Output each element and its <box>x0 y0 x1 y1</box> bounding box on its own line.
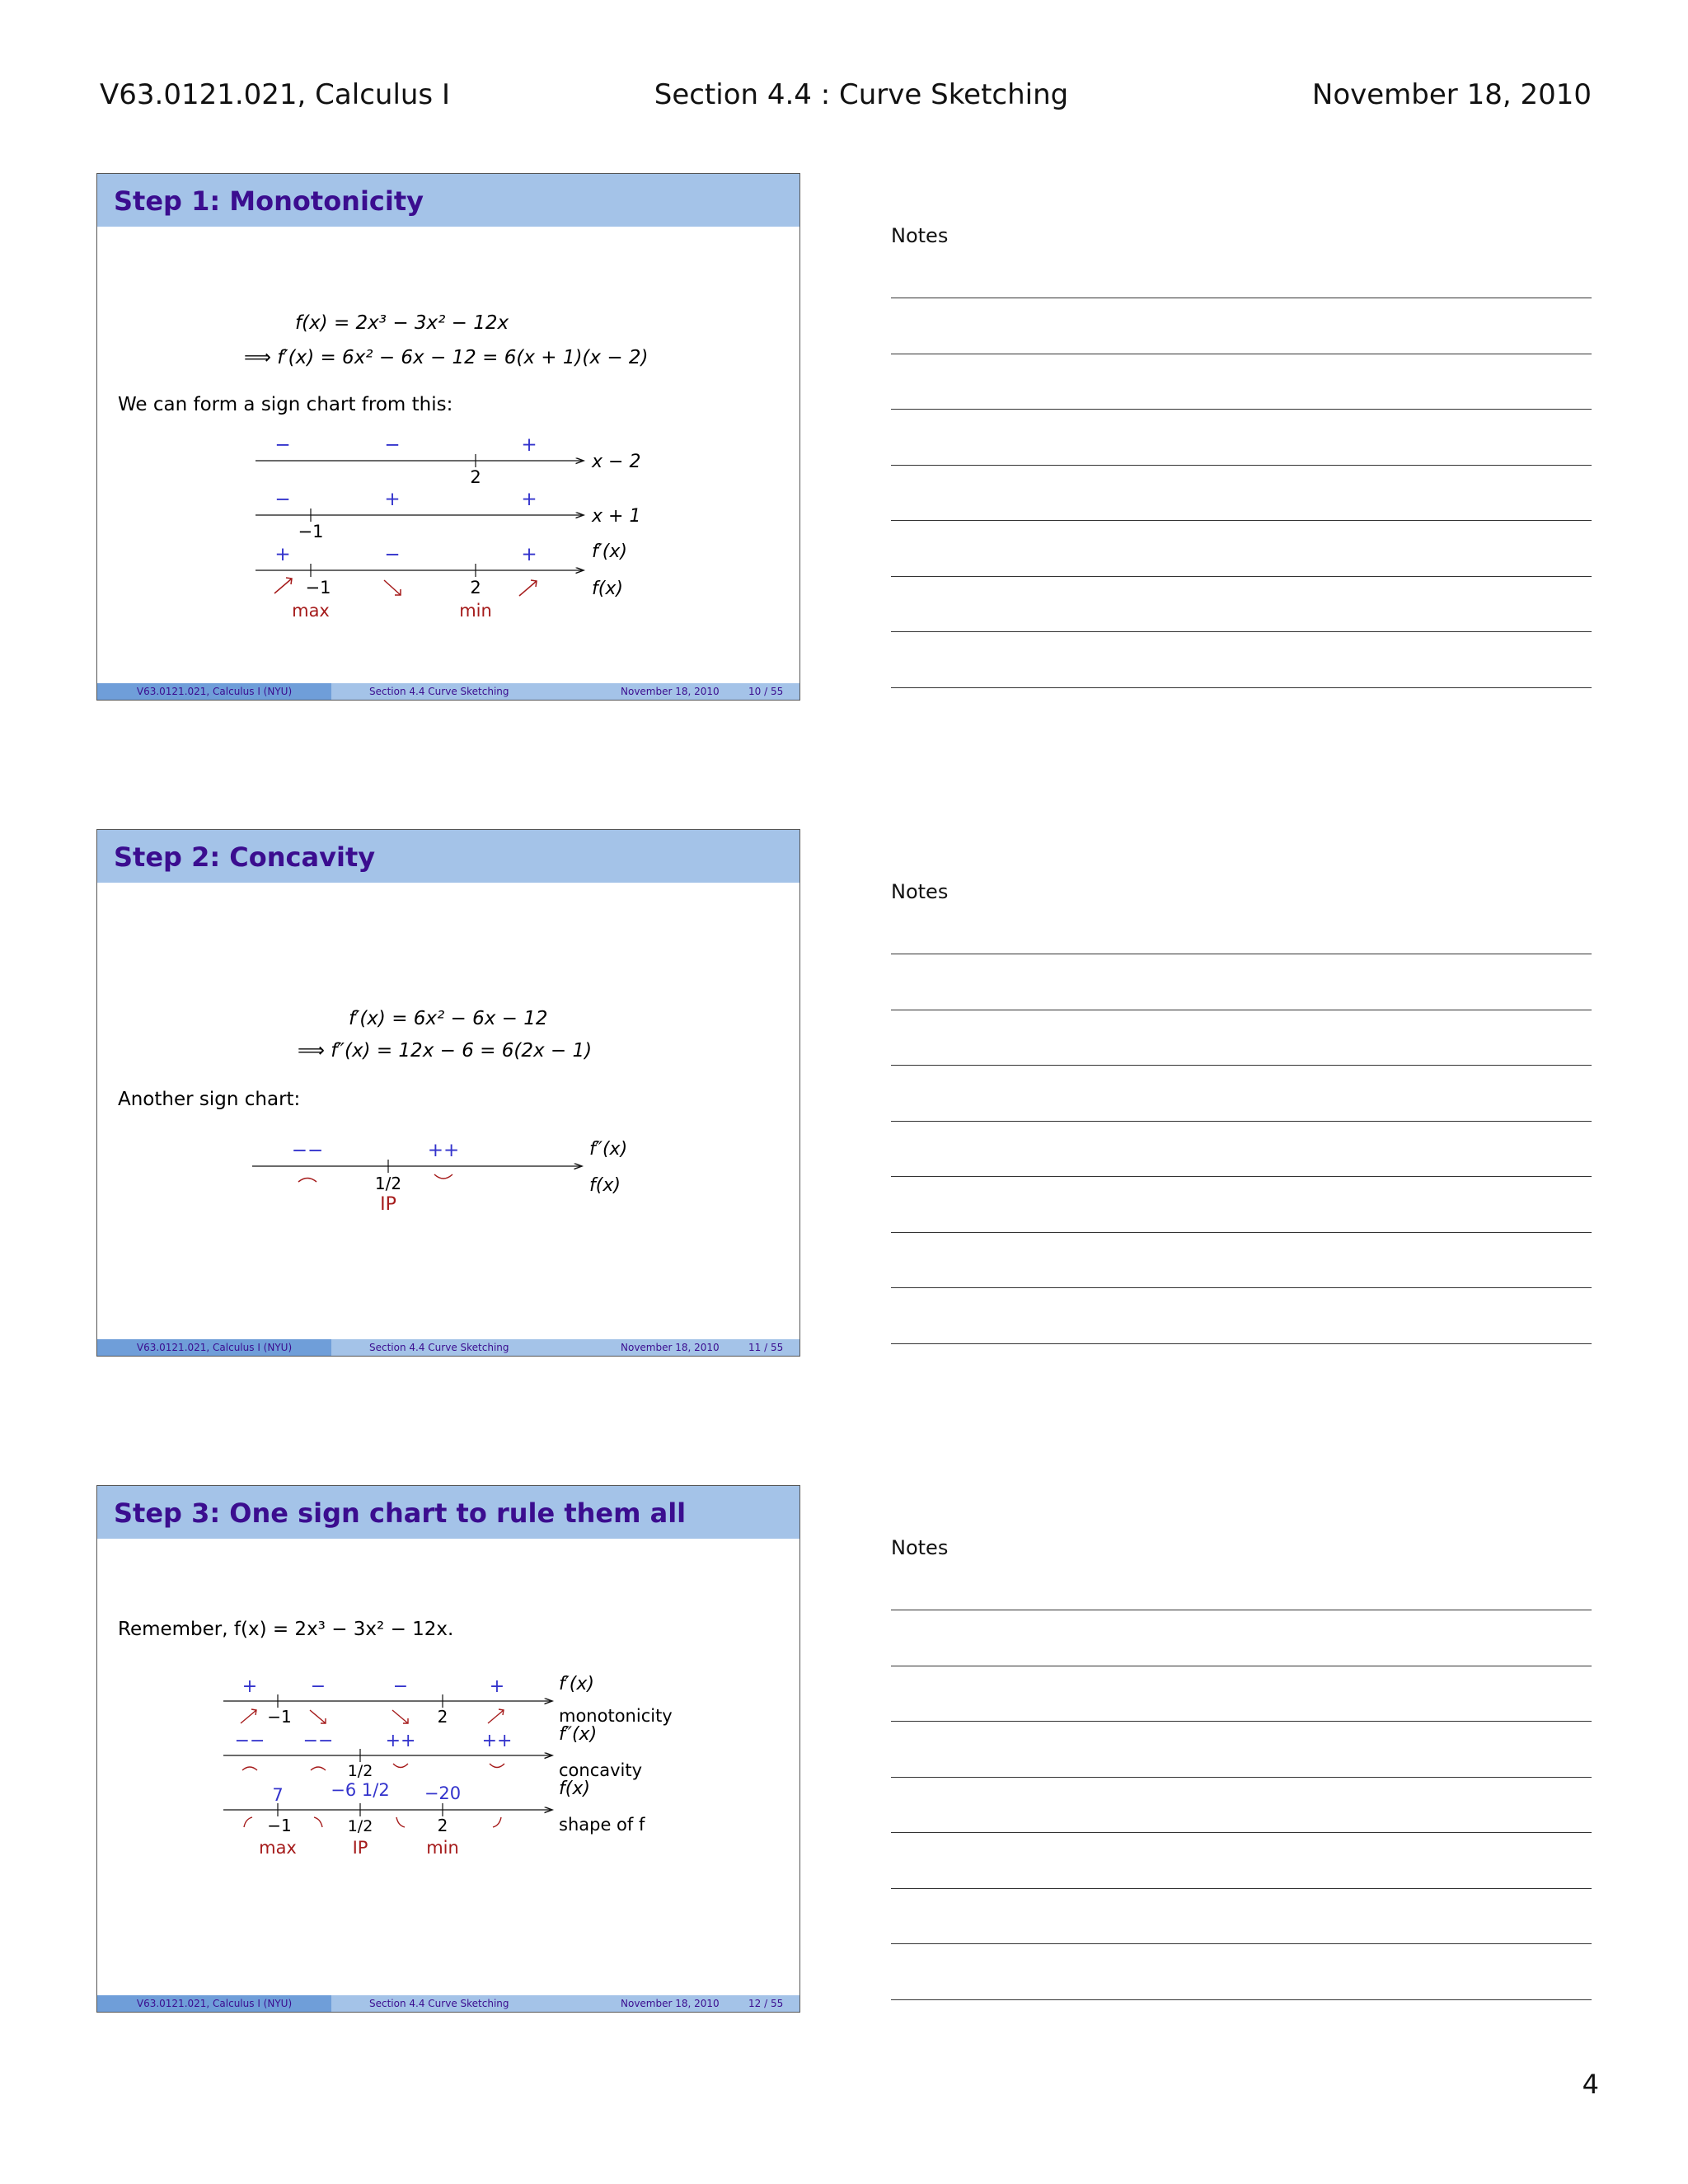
shape-up-concave-up-icon <box>493 1817 501 1827</box>
sign: − <box>384 544 401 565</box>
header-date: November 18, 2010 <box>1311 78 1592 111</box>
sign: + <box>521 434 537 456</box>
extremum-label: min <box>459 601 492 621</box>
point-label: max <box>259 1838 297 1858</box>
note-line <box>891 1777 1592 1778</box>
note-line <box>891 1065 1592 1066</box>
note-line <box>891 1888 1592 1889</box>
tick-label: 2 <box>470 578 481 598</box>
decreasing-arrow-icon <box>310 1710 326 1723</box>
slide-2-content <box>97 830 799 1339</box>
sign-row-x-minus-2 <box>256 434 640 487</box>
sign-row-x-plus-1 <box>256 489 640 541</box>
function-value: −6 1/2 <box>331 1780 390 1800</box>
sign-row-fdoubleprime <box>223 1724 642 1780</box>
sign-row-fprime <box>256 541 627 621</box>
row-label: f″(x) <box>589 1139 628 1160</box>
sign: − <box>274 434 291 456</box>
note-line <box>891 1287 1592 1288</box>
concave-up-icon <box>490 1764 504 1768</box>
notes-label: Notes <box>891 224 949 247</box>
slide-title: Step 2: Concavity <box>114 841 376 873</box>
shape-up-concave-down-icon <box>244 1817 252 1827</box>
inflection-label: IP <box>380 1194 396 1215</box>
header-section: Section 4.4 : Curve Sketching <box>654 78 1069 111</box>
sign: + <box>489 1676 505 1697</box>
note-line <box>891 1121 1592 1122</box>
slide-footer <box>97 1995 799 2012</box>
note-line <box>891 409 1592 410</box>
tick-label: 2 <box>470 467 481 487</box>
notes-label: Notes <box>891 880 949 903</box>
slide-text: We can form a sign chart from this: <box>118 394 453 415</box>
footer-slide-number: 11 / 55 <box>748 1342 784 1353</box>
footer-course: V63.0121.021, Calculus I (NYU) <box>97 1339 331 1356</box>
footer-date: November 18, 2010 <box>621 1998 720 2009</box>
shape-down-concave-up-icon <box>396 1817 405 1827</box>
sign: − <box>310 1676 326 1697</box>
page-number: 4 <box>1582 2069 1599 2100</box>
sign: ++ <box>385 1731 416 1751</box>
note-line <box>891 631 1592 632</box>
row-label: f′(x) <box>559 1674 594 1694</box>
note-line <box>891 1999 1592 2000</box>
row-label: monotonicity <box>559 1706 673 1726</box>
function-value: 7 <box>272 1785 284 1805</box>
sign: − <box>384 434 401 456</box>
fx-label: f(x) <box>589 1175 621 1196</box>
equation-fprime: f′(x) = 6x² − 6x − 12 <box>349 1008 548 1029</box>
slide-monotonicity <box>96 173 800 701</box>
function-value: −20 <box>424 1783 462 1803</box>
sign: −− <box>291 1140 324 1161</box>
footer-section: Section 4.4 Curve Sketching <box>369 1342 509 1353</box>
tick-label: 2 <box>437 1707 448 1727</box>
sign-row-fprime <box>223 1674 673 1727</box>
slide-title: Step 1: Monotonicity <box>114 185 424 217</box>
sign: − <box>274 489 291 510</box>
slide-title: Step 3: One sign chart to rule them all <box>114 1497 687 1529</box>
footer-date: November 18, 2010 <box>621 686 720 697</box>
sign: + <box>384 489 401 510</box>
sign: + <box>274 544 291 565</box>
sign: −− <box>234 1731 265 1751</box>
sign: + <box>521 489 537 510</box>
sign: + <box>521 544 537 565</box>
sign: + <box>241 1676 258 1697</box>
fx-label: f(x) <box>592 579 623 599</box>
note-line <box>891 1943 1592 1944</box>
tick-label: 2 <box>437 1816 448 1835</box>
decreasing-arrow-icon <box>384 580 401 595</box>
note-line <box>891 1721 1592 1722</box>
note-line <box>891 465 1592 466</box>
tick-label: 1/2 <box>374 1174 402 1193</box>
footer-slide-number: 10 / 55 <box>748 686 784 697</box>
equation-fdoubleprime: ⟹ f″(x) = 12x − 6 = 6(2x − 1) <box>298 1040 593 1062</box>
slide-footer <box>97 683 799 700</box>
tick-label: −1 <box>298 522 324 541</box>
row-label: f′(x) <box>592 541 627 562</box>
sign: ++ <box>427 1140 460 1161</box>
slide-1-content <box>97 174 799 683</box>
equation-fprime: ⟹ f′(x) = 6x² − 6x − 12 = 6(x + 1)(x − 2) <box>244 347 649 368</box>
tick-label: −1 <box>267 1816 292 1835</box>
note-line <box>891 1232 1592 1233</box>
footer-course: V63.0121.021, Calculus I (NYU) <box>97 1995 331 2012</box>
row-label: f″(x) <box>559 1724 598 1745</box>
slide-text: Remember, f(x) = 2x³ − 3x² − 12x. <box>118 1619 454 1640</box>
row-label: shape of f <box>559 1815 645 1835</box>
header-course: V63.0121.021, Calculus I <box>100 78 450 111</box>
footer-date: November 18, 2010 <box>621 1342 720 1353</box>
slide-3-content <box>97 1486 799 1995</box>
point-label: IP <box>352 1838 368 1858</box>
point-label: min <box>426 1838 459 1858</box>
slide-combined-sign-chart <box>96 1485 800 2013</box>
equation-f: f(x) = 2x³ − 3x² − 12x <box>295 312 509 334</box>
tick-label: −1 <box>267 1707 292 1727</box>
sign: −− <box>302 1731 334 1751</box>
slide-footer <box>97 1339 799 1356</box>
tick-label: 1/2 <box>347 1817 373 1835</box>
increasing-arrow-icon <box>241 1709 256 1723</box>
row-label: concavity <box>559 1760 643 1780</box>
row-label: x + 1 <box>592 506 641 527</box>
increasing-arrow-icon <box>274 578 292 593</box>
footer-slide-number: 12 / 55 <box>748 1998 784 2009</box>
note-line <box>891 1176 1592 1177</box>
slide-concavity <box>96 829 800 1357</box>
footer-section: Section 4.4 Curve Sketching <box>369 686 509 697</box>
concave-down-icon <box>298 1179 316 1183</box>
sign-row-shape <box>223 1779 645 1858</box>
note-line <box>891 520 1592 521</box>
increasing-arrow-icon <box>488 1709 504 1723</box>
sign: ++ <box>481 1731 513 1751</box>
note-line <box>891 1832 1592 1833</box>
note-line <box>891 687 1592 688</box>
row-label: f(x) <box>559 1779 590 1799</box>
concave-up-icon <box>393 1764 408 1768</box>
sign-row-fdoubleprime <box>252 1139 627 1215</box>
footer-section: Section 4.4 Curve Sketching <box>369 1998 509 2009</box>
tick-label: −1 <box>305 578 331 598</box>
concave-up-icon <box>434 1174 452 1179</box>
notes-label: Notes <box>891 1536 949 1559</box>
sign: − <box>392 1676 409 1697</box>
row-label: x − 2 <box>592 452 641 472</box>
slide-text: Another sign chart: <box>118 1089 301 1110</box>
footer-course: V63.0121.021, Calculus I (NYU) <box>97 683 331 700</box>
tick-label: 1/2 <box>347 1762 373 1780</box>
increasing-arrow-icon <box>519 580 537 596</box>
decreasing-arrow-icon <box>392 1710 408 1723</box>
shape-down-concave-down-icon <box>314 1817 322 1827</box>
note-line <box>891 576 1592 577</box>
extremum-label: max <box>292 601 330 621</box>
note-line <box>891 1343 1592 1344</box>
concave-down-icon <box>242 1767 257 1770</box>
concave-down-icon <box>311 1767 326 1770</box>
